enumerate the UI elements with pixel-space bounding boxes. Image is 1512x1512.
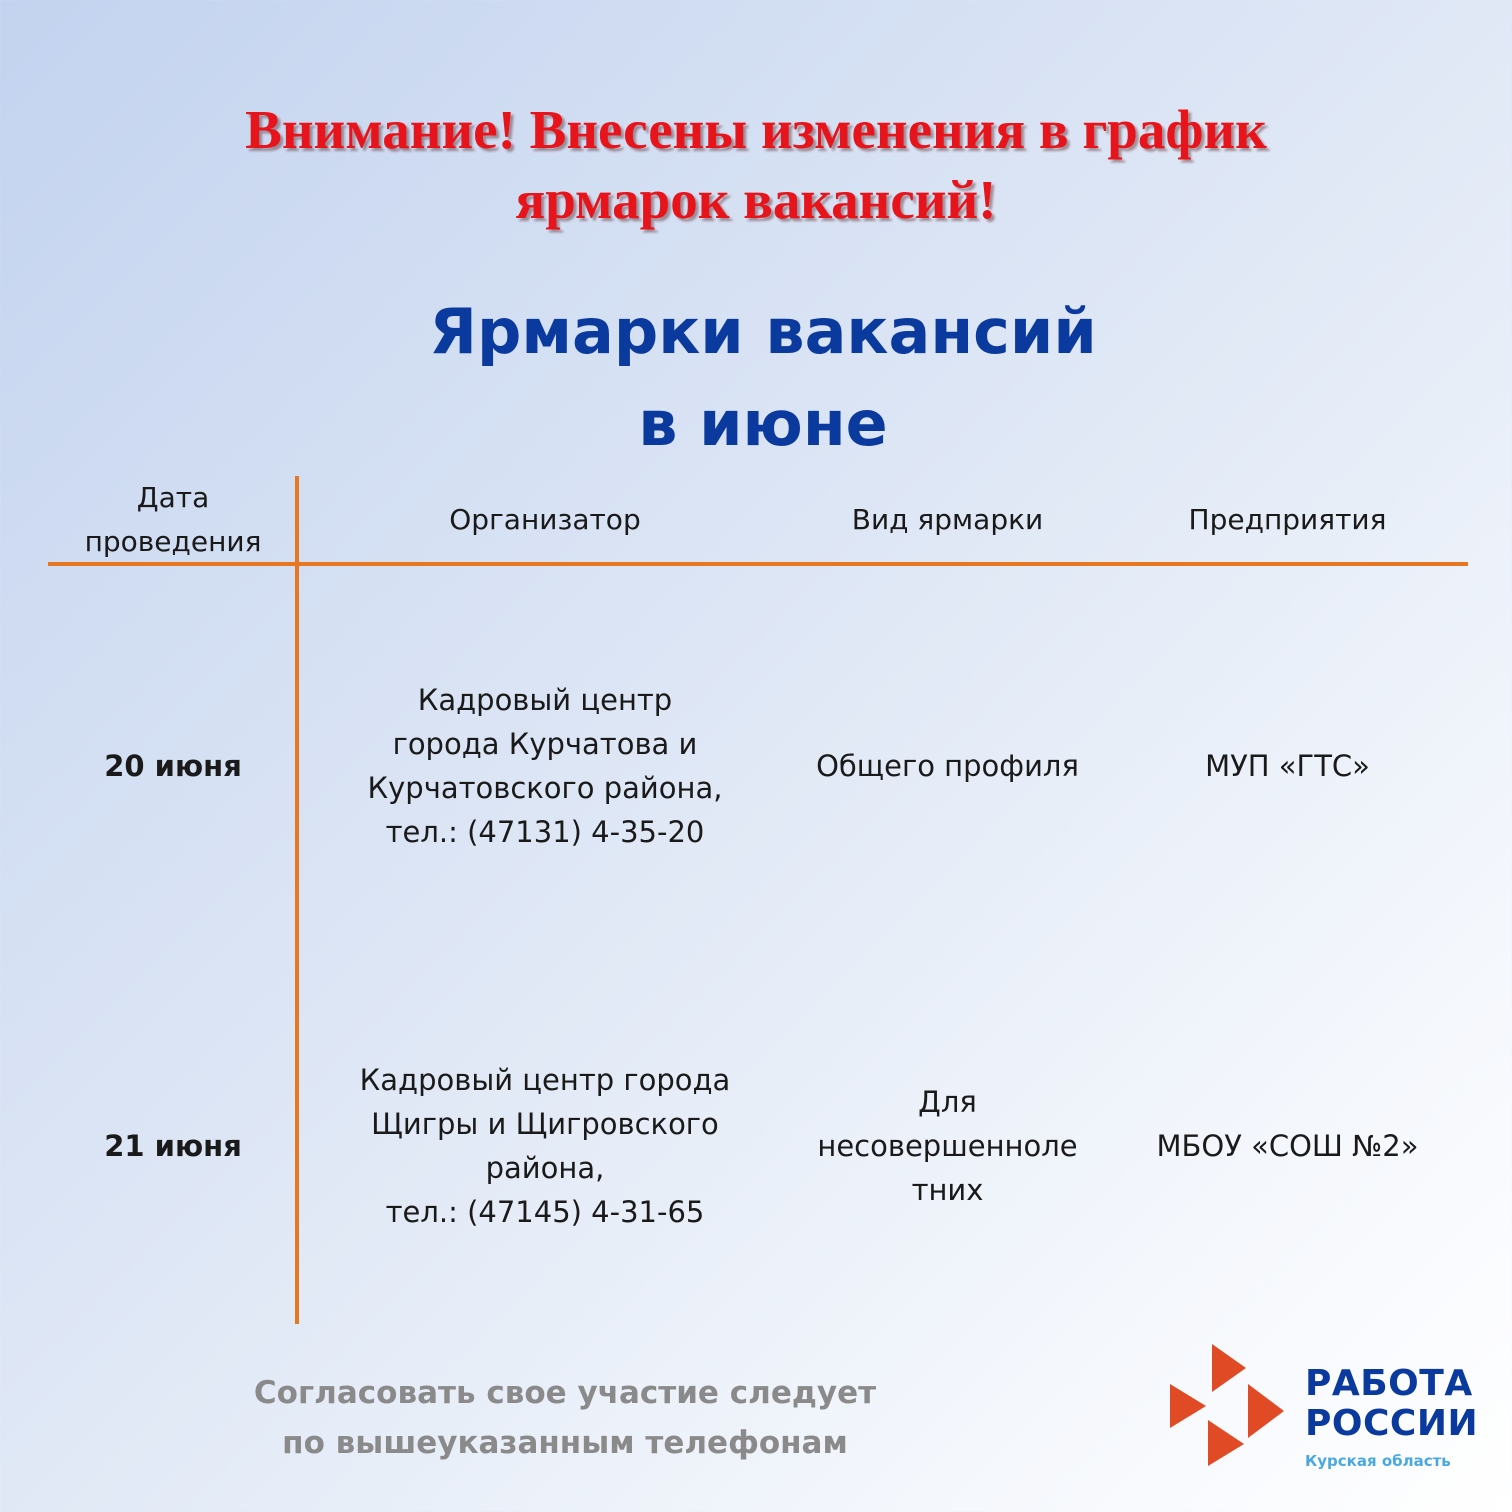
- table-row-2-enterprises: МБОУ «СОШ №2»: [1156, 1129, 1419, 1163]
- rabota-rossii-arrows-icon: [1160, 1340, 1300, 1470]
- header-date: Дата проведения: [84, 481, 262, 558]
- page-title: [0, 286, 1512, 470]
- alert-line-2: ярмарок вакансий!: [515, 169, 997, 230]
- table-row-1-enterprises: МУП «ГТС»: [1205, 749, 1370, 783]
- footer-note: [160, 1368, 970, 1468]
- title-line-1: Ярмарки вакансий: [429, 295, 1097, 368]
- table-row-2-organizer: Кадровый центр города Щигры и Щигровского района, тел.: (47145) 4-31-65: [359, 1063, 731, 1229]
- header-enterprises: Предприятия: [1188, 503, 1387, 536]
- table-row-1-type: Общего профиля: [816, 749, 1079, 783]
- alert-line-1: Внимание! Внесены изменения в график: [245, 99, 1267, 160]
- header-type: Вид ярмарки: [851, 503, 1044, 536]
- footer-line-2: по вышеуказанным телефонам: [282, 1425, 848, 1461]
- logo-line-2: РОССИИ: [1305, 1403, 1479, 1444]
- logo-region: Курская область: [1305, 1452, 1451, 1470]
- title-line-2: в июне: [638, 387, 888, 460]
- header-organizer: Организатор: [449, 503, 641, 536]
- table-row-2-type: Для несовершенноле тних: [817, 1085, 1078, 1207]
- table-row-1-date: 20 июня: [104, 749, 242, 783]
- table-row-1-organizer: Кадровый центр города Курчатова и Курчатовского района, тел.: (47131) 4-35-20: [367, 683, 723, 849]
- footer-line-1: Согласовать свое участие следует: [253, 1375, 877, 1411]
- logo-line-1: РАБОТА: [1305, 1363, 1473, 1404]
- table-row-2-date: 21 июня: [104, 1129, 242, 1163]
- alert-banner: [0, 95, 1512, 235]
- logo: [1305, 1364, 1478, 1470]
